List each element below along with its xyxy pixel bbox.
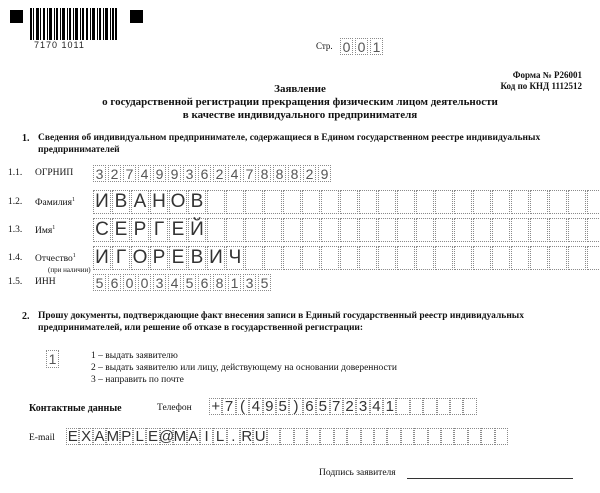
input-cell[interactable] <box>264 246 282 270</box>
input-cell[interactable] <box>245 246 263 270</box>
delivery-option-1: 1 – выдать заявителю <box>91 351 178 361</box>
input-cell[interactable]: Е <box>169 218 187 242</box>
input-cell[interactable]: A <box>94 428 105 445</box>
input-cell[interactable] <box>587 190 600 214</box>
input-cell[interactable] <box>397 218 415 242</box>
input-cell[interactable] <box>568 218 586 242</box>
input-cell[interactable]: О <box>170 191 186 212</box>
input-cell[interactable]: 5 <box>183 274 196 291</box>
input-cell[interactable] <box>468 428 481 445</box>
input-cell[interactable] <box>334 428 347 445</box>
field-label-text: ОГРНИП <box>35 168 74 178</box>
input-cell[interactable]: 6 <box>108 274 121 291</box>
input-cell[interactable] <box>435 190 453 214</box>
corner-marker-right <box>130 10 143 23</box>
input-cell[interactable] <box>320 428 333 445</box>
delivery-option-3: 3 – направить по почте <box>91 375 184 385</box>
input-cell[interactable] <box>374 428 387 445</box>
input-cell[interactable]: 5 <box>93 274 106 291</box>
document-subtitle-line2: в качестве индивидуального предпринимателя <box>182 109 418 121</box>
delivery-option-2: 2 – выдать заявителю или лицу, действующему на основании доверенности <box>91 363 397 373</box>
input-cell[interactable]: A <box>188 428 199 445</box>
input-cell[interactable] <box>245 218 263 242</box>
field-label-text: Имя <box>35 226 53 237</box>
input-cell[interactable]: В <box>112 190 130 214</box>
field-cells[interactable] <box>93 218 600 242</box>
input-cell[interactable]: 6 <box>198 165 211 182</box>
input-cell[interactable] <box>378 246 396 270</box>
input-cell[interactable]: 7 <box>123 165 136 182</box>
field-note: (при наличии) <box>48 266 91 274</box>
input-cell[interactable] <box>359 218 377 242</box>
input-cell[interactable]: X <box>81 428 92 445</box>
field-footnote-mark: 1 <box>52 225 56 231</box>
field-cells[interactable] <box>93 246 600 270</box>
input-cell[interactable]: Ч <box>226 246 244 270</box>
input-cell[interactable]: 1 <box>370 38 383 55</box>
input-cell[interactable]: ( <box>236 398 249 415</box>
field-footnote-mark: 1 <box>72 197 76 203</box>
input-cell[interactable] <box>454 246 472 270</box>
input-cell[interactable] <box>568 246 586 270</box>
field-label <box>35 253 76 264</box>
input-cell[interactable]: И <box>207 246 225 270</box>
input-cell[interactable] <box>302 218 320 242</box>
input-cell[interactable]: 6 <box>198 274 211 291</box>
section1-heading-line2: предпринимателей <box>38 145 120 155</box>
input-cell[interactable] <box>511 190 529 214</box>
section1-number: 1. <box>22 133 30 144</box>
input-cell[interactable]: 2 <box>108 165 121 182</box>
input-cell[interactable]: И <box>93 190 111 214</box>
input-cell[interactable] <box>549 218 567 242</box>
input-cell[interactable] <box>416 246 434 270</box>
field-cells[interactable] <box>93 274 273 291</box>
input-cell[interactable] <box>340 190 358 214</box>
input-cell[interactable]: 0 <box>355 38 368 55</box>
input-cell[interactable]: 1 <box>383 398 396 415</box>
input-cell[interactable] <box>283 218 301 242</box>
page-label: Стр. <box>316 41 333 51</box>
input-cell[interactable]: M <box>106 428 120 445</box>
input-cell[interactable]: + <box>209 398 222 415</box>
field-number: 1.1. <box>8 168 23 178</box>
input-cell[interactable] <box>378 218 396 242</box>
input-cell[interactable]: Й <box>188 218 206 242</box>
input-cell[interactable] <box>294 428 307 445</box>
input-cell[interactable]: 5 <box>258 274 271 291</box>
input-cell[interactable]: И <box>93 246 111 270</box>
input-cell[interactable]: Р <box>150 246 168 270</box>
document-title: Заявление <box>274 83 326 95</box>
input-cell[interactable] <box>264 218 282 242</box>
input-cell[interactable] <box>226 190 244 214</box>
input-cell[interactable]: 5 <box>276 398 289 415</box>
field-label <box>35 277 56 287</box>
input-cell[interactable] <box>530 218 548 242</box>
input-cell[interactable]: E <box>148 428 159 445</box>
input-cell[interactable] <box>423 398 436 415</box>
input-cell[interactable] <box>450 398 463 415</box>
field-label-text: ИНН <box>35 277 56 287</box>
signature-label: Подпись заявителя <box>319 468 396 478</box>
field-number: 1.5. <box>8 277 23 287</box>
input-cell[interactable] <box>396 398 409 415</box>
input-cell[interactable] <box>359 246 377 270</box>
input-cell[interactable]: Р <box>131 218 149 242</box>
field-number: 1.2. <box>8 197 23 207</box>
input-cell[interactable] <box>340 218 358 242</box>
input-cell[interactable]: О <box>132 247 148 268</box>
input-cell[interactable] <box>378 190 396 214</box>
input-cell[interactable] <box>428 428 441 445</box>
input-cell[interactable] <box>492 190 510 214</box>
input-cell[interactable]: 4 <box>249 398 262 415</box>
input-cell[interactable] <box>226 218 244 242</box>
input-cell[interactable] <box>207 190 225 214</box>
input-cell[interactable] <box>416 218 434 242</box>
field-cells[interactable] <box>93 165 333 182</box>
input-cell[interactable]: 8 <box>273 165 286 182</box>
input-cell[interactable]: E <box>67 428 78 445</box>
input-cell[interactable] <box>492 218 510 242</box>
input-cell[interactable] <box>340 246 358 270</box>
input-cell[interactable] <box>511 246 529 270</box>
input-cell[interactable] <box>245 190 263 214</box>
input-cell[interactable] <box>207 218 225 242</box>
input-cell[interactable]: 3 <box>356 398 369 415</box>
form-code: Форма № Р26001 <box>512 70 582 80</box>
input-cell[interactable] <box>302 246 320 270</box>
input-cell[interactable]: 4 <box>168 274 181 291</box>
input-cell[interactable]: 4 <box>370 398 383 415</box>
input-cell[interactable] <box>397 190 415 214</box>
section2-number: 2. <box>22 311 30 322</box>
input-cell[interactable] <box>549 246 567 270</box>
input-cell[interactable]: 4 <box>228 165 241 182</box>
input-cell[interactable] <box>321 218 339 242</box>
input-cell[interactable]: 5 <box>316 398 329 415</box>
field-label <box>35 225 55 236</box>
input-cell[interactable]: ) <box>289 398 302 415</box>
input-cell[interactable] <box>463 398 476 415</box>
field-number: 1.4. <box>8 253 23 263</box>
input-cell[interactable] <box>410 398 423 415</box>
input-cell[interactable]: L <box>213 428 226 445</box>
section1-heading: Сведения об индивидуальном предпринимателе, содержащиеся в Едином государственном реестре индивидуальных <box>38 133 541 143</box>
input-cell[interactable]: 3 <box>153 274 166 291</box>
input-cell[interactable]: 9 <box>168 165 181 182</box>
contacts-label: Контактные данные <box>29 403 122 414</box>
signature-line[interactable] <box>407 478 573 479</box>
input-cell[interactable]: 0 <box>123 274 136 291</box>
field-number: 1.3. <box>8 225 23 235</box>
input-cell[interactable]: . <box>227 428 240 445</box>
input-cell[interactable] <box>473 218 491 242</box>
input-cell[interactable]: P <box>121 428 132 445</box>
input-cell[interactable] <box>283 190 301 214</box>
input-cell[interactable]: 0 <box>138 274 151 291</box>
barcode-number: 7170 1011 <box>34 40 85 50</box>
input-cell[interactable]: 7 <box>330 398 343 415</box>
input-cell[interactable] <box>549 190 567 214</box>
input-cell[interactable]: 8 <box>258 165 271 182</box>
input-cell[interactable]: 1 <box>228 274 241 291</box>
input-cell[interactable] <box>454 190 472 214</box>
input-cell[interactable] <box>481 428 494 445</box>
input-cell[interactable] <box>397 246 415 270</box>
barcode <box>30 8 117 40</box>
phone-field[interactable] <box>209 398 477 415</box>
field-label-text: Отчество <box>35 254 73 265</box>
field-cells[interactable] <box>93 190 600 214</box>
input-cell[interactable] <box>307 428 320 445</box>
delivery-choice-field[interactable] <box>46 350 61 368</box>
input-cell[interactable]: M <box>173 428 187 445</box>
input-cell[interactable] <box>267 428 280 445</box>
input-cell[interactable] <box>587 218 600 242</box>
input-cell[interactable]: 9 <box>318 165 331 182</box>
input-cell[interactable] <box>441 428 454 445</box>
section2-heading: Прошу документы, подтверждающие факт внесения записи в Единый государственный реестр индивидуальных <box>38 311 524 321</box>
corner-marker-left <box>10 10 23 23</box>
input-cell[interactable] <box>401 428 414 445</box>
input-cell[interactable] <box>495 428 508 445</box>
input-cell[interactable]: I <box>200 428 213 445</box>
input-cell[interactable]: Н <box>150 190 168 214</box>
input-cell[interactable] <box>321 190 339 214</box>
input-cell[interactable] <box>530 190 548 214</box>
input-cell[interactable]: 4 <box>138 165 151 182</box>
input-cell[interactable] <box>568 190 586 214</box>
input-cell[interactable]: 9 <box>263 398 276 415</box>
input-cell[interactable] <box>511 218 529 242</box>
document-subtitle-line1: о государственной регистрации прекращения физическим лицом деятельности <box>102 96 498 108</box>
input-cell[interactable]: 3 <box>243 274 256 291</box>
input-cell[interactable]: 3 <box>183 165 196 182</box>
input-cell[interactable] <box>473 246 491 270</box>
input-cell[interactable] <box>587 246 600 270</box>
input-cell[interactable] <box>280 428 293 445</box>
input-cell[interactable] <box>416 190 434 214</box>
section2-heading-line2: предпринимателей, или решение об отказе в государственной регистрации: <box>38 323 364 333</box>
input-cell[interactable] <box>387 428 400 445</box>
input-cell[interactable]: @ <box>158 428 175 445</box>
input-cell[interactable]: 7 <box>222 398 235 415</box>
input-cell[interactable]: 2 <box>343 398 356 415</box>
input-cell[interactable]: 2 <box>303 165 316 182</box>
input-cell[interactable] <box>530 246 548 270</box>
input-cell[interactable]: U <box>254 428 266 445</box>
delivery-choice-cell[interactable]: 1 <box>46 350 59 368</box>
input-cell[interactable]: 8 <box>213 274 226 291</box>
field-label-text: Фамилия <box>35 198 73 209</box>
email-label: E-mail <box>29 433 55 443</box>
input-cell[interactable]: Г <box>112 246 130 270</box>
input-cell[interactable]: 0 <box>340 38 353 55</box>
input-cell[interactable] <box>264 190 282 214</box>
input-cell[interactable]: В <box>188 246 206 270</box>
input-cell[interactable]: Г <box>150 218 168 242</box>
input-cell[interactable]: 8 <box>288 165 301 182</box>
input-cell[interactable] <box>302 190 320 214</box>
input-cell[interactable] <box>473 190 491 214</box>
input-cell[interactable] <box>361 428 374 445</box>
input-cell[interactable] <box>454 218 472 242</box>
input-cell[interactable]: А <box>131 190 149 214</box>
input-cell[interactable]: 2 <box>213 165 226 182</box>
field-label <box>35 197 75 208</box>
input-cell[interactable] <box>414 428 427 445</box>
page-number-cells <box>340 38 385 55</box>
input-cell[interactable]: Е <box>169 246 187 270</box>
input-cell[interactable]: L <box>133 428 146 445</box>
input-cell[interactable] <box>321 246 339 270</box>
input-cell[interactable] <box>359 190 377 214</box>
input-cell[interactable] <box>492 246 510 270</box>
input-cell[interactable]: С <box>93 218 111 242</box>
input-cell[interactable]: R <box>241 428 253 445</box>
input-cell[interactable]: 6 <box>303 398 316 415</box>
input-cell[interactable] <box>437 398 450 415</box>
input-cell[interactable]: 3 <box>93 165 106 182</box>
input-cell[interactable] <box>435 218 453 242</box>
input-cell[interactable]: 7 <box>243 165 256 182</box>
input-cell[interactable] <box>283 246 301 270</box>
field-label <box>35 168 73 178</box>
input-cell[interactable]: 9 <box>153 165 166 182</box>
input-cell[interactable]: Е <box>112 218 130 242</box>
field-footnote-mark: 1 <box>72 253 76 259</box>
email-field[interactable] <box>66 428 508 445</box>
input-cell[interactable] <box>347 428 360 445</box>
input-cell[interactable] <box>454 428 467 445</box>
input-cell[interactable]: В <box>188 190 206 214</box>
phone-label: Телефон <box>157 403 192 413</box>
input-cell[interactable] <box>435 246 453 270</box>
form-knd: Код по КНД 1112512 <box>500 81 582 91</box>
